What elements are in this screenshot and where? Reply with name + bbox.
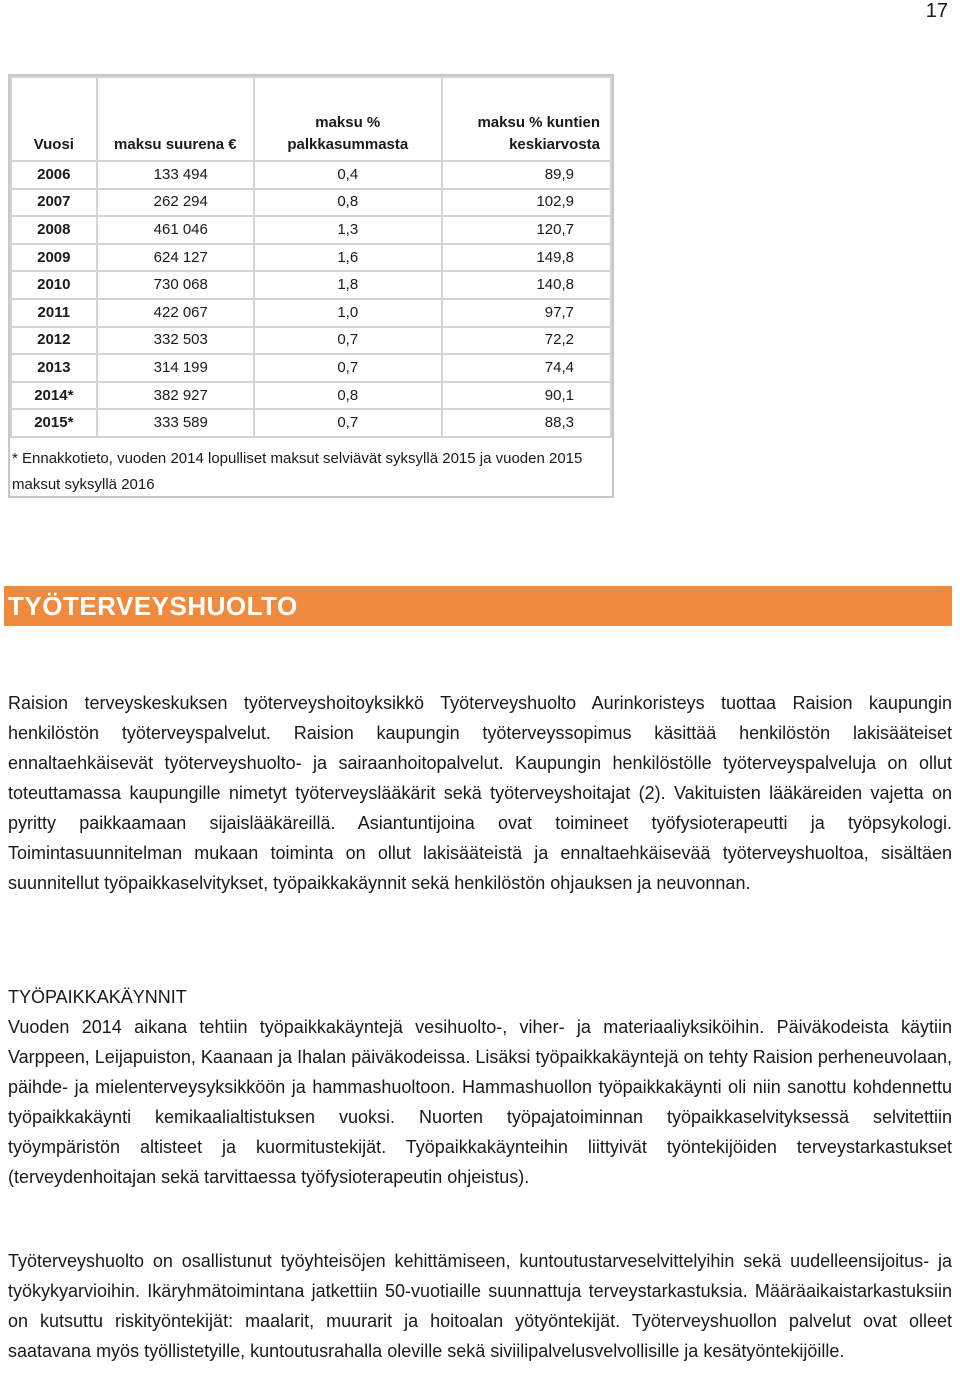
cell-pct: 0,8 [254,382,441,410]
payment-table [10,76,612,438]
header-year: Vuosi [11,77,97,161]
table-header-row [11,77,611,161]
cell-pct: 0,4 [254,161,441,189]
header-pct [254,77,441,161]
cell-avg: 120,7 [442,216,612,244]
table-row [11,382,611,410]
cell-year: 2006 [11,161,97,189]
cell-eur: 730 068 [97,271,254,299]
cell-year: 2011 [11,299,97,327]
table-row [11,244,611,272]
cell-year: 2009 [11,244,97,272]
cell-avg: 74,4 [442,354,612,382]
cell-pct: 0,7 [254,327,441,355]
cell-pct: 1,0 [254,299,441,327]
cell-avg: 88,3 [442,409,612,437]
table-row [11,409,611,437]
table-row [11,271,611,299]
cell-year: 2010 [11,271,97,299]
header-eur: maksu suurena € [97,77,254,161]
cell-avg: 140,8 [442,271,612,299]
cell-avg: 89,9 [442,161,612,189]
table-row [11,299,611,327]
header-avg [442,77,612,161]
cell-avg: 149,8 [442,244,612,272]
cell-eur: 422 067 [97,299,254,327]
cell-avg: 102,9 [442,189,612,217]
page-number: 17 [925,0,948,22]
header-avg-line2: keskiarvosta [509,136,600,153]
section-title: TYÖTERVEYSHUOLTO [8,591,298,621]
cell-pct: 0,7 [254,354,441,382]
cell-year: 2013 [11,354,97,382]
table-row [11,354,611,382]
header-pct-line1: maksu % [315,114,381,131]
cell-pct: 0,8 [254,189,441,217]
cell-eur: 461 046 [97,216,254,244]
paragraph-development: Työterveyshuolto on osallistunut työyhteisöjen kehittämiseen, kuntoutustarveselvittelyihin sekä uudelleensijoitus- ja työkykyarvioihin. Ikäryhmätoimintana jatkettiin 50-vuotiaille suunnattuja terveystarkastuksia. Määräaikaistarkastuksiin on kutsuttu riskityöntekijät: maalarit, muurarit ja hoitoalan yötyöntekijät. Työterveyshuollon palvelut ovat olleet saatavana myös työllistetyille, kuntoutusrahalla oleville sekä siviilipalvelusvelvollisille ja kesätyöntekijöille. [8,1251,952,1361]
table-row [11,189,611,217]
cell-eur: 624 127 [97,244,254,272]
cell-eur: 262 294 [97,189,254,217]
cell-year: 2012 [11,327,97,355]
cell-year: 2014* [11,382,97,410]
cell-eur: 382 927 [97,382,254,410]
cell-avg: 90,1 [442,382,612,410]
header-pct-line2: palkkasummasta [287,136,409,153]
cell-eur: 332 503 [97,327,254,355]
cell-eur: 314 199 [97,354,254,382]
cell-eur: 133 494 [97,161,254,189]
section-heading-bar [4,586,952,626]
cell-year: 2007 [11,189,97,217]
payment-table-frame [8,74,614,498]
cell-year: 2008 [11,216,97,244]
paragraph-workplace-visits: Vuoden 2014 aikana tehtiin työpaikkakäyntejä vesihuolto-, viher- ja materiaaliyksiköihin. Päiväkodeista käytiin Varppeen, Leijapuiston, Kaanaan ja Ihalan päiväkodeissa. Lisäksi työpaikkakäyntejä on tehty Raision perheneuvolaan, päihde- ja mielenterveysyksikköön ja hammashuoltoon. Hammashuollon työpaikkakäynti oli niin sanottu kohdennettu työpaikkakäynti kemikaalialtistuksen vuoksi. Nuorten työpajatoiminnan työpaikkaselvityksessä selvitettiin työympäristön altisteet ja kuormitustekijät. Työpaikkakäynteihin liittyivät työntekijöiden terveystarkastukset (terveydenhoitajan sekä tarvittaessa työfysioterapeutin ohjeistus). [8,1017,952,1187]
table-row [11,161,611,189]
table-footnote: * Ennakkotieto, vuoden 2014 lopulliset maksut selviävät syksyllä 2015 ja vuoden 2015 maksut syksyllä 2016 [12,450,583,493]
cell-pct: 1,6 [254,244,441,272]
cell-pct: 0,7 [254,409,441,437]
paragraph-intro: Raision terveyskeskuksen työterveyshoitoyksikkö Työterveyshuolto Aurinkoristeys tuottaa Raision kaupungin henkilöstön työterveyspalvelut. Raision kaupungin työterveyssopimus käsittää henkilöstön lakisääteiset ennaltaehkäisevät työterveyshuolto- ja sairaanhoitopalvelut. Kaupungin henkilöstölle työterveyspalveluja on ollut toteuttamassa kaupungille nimetyt työterveyslääkärit sekä työterveyshoitajat (2). Vakituisten lääkäreiden vajetta on pyritty paikkaamaan sijaislääkäreillä. Asiantuntijoina ovat toimineet työfysioterapeutti ja työpsykologi. Toimintasuunnitelman mukaan toiminta on ollut lakisääteistä ja ennaltaehkäisevää työterveyshuoltoa, sisältäen suunnitellut työpaikkaselvitykset, työpaikkakäynnit sekä henkilöstön ohjauksen ja neuvonnan. [8,693,952,893]
cell-avg: 97,7 [442,299,612,327]
subheading-workplace-visits: TYÖPAIKKAKÄYNNIT [8,987,187,1007]
cell-pct: 1,8 [254,271,441,299]
cell-eur: 333 589 [97,409,254,437]
table-row [11,216,611,244]
cell-avg: 72,2 [442,327,612,355]
header-avg-line1: maksu % kuntien [477,114,600,131]
cell-year: 2015* [11,409,97,437]
cell-pct: 1,3 [254,216,441,244]
table-row [11,327,611,355]
